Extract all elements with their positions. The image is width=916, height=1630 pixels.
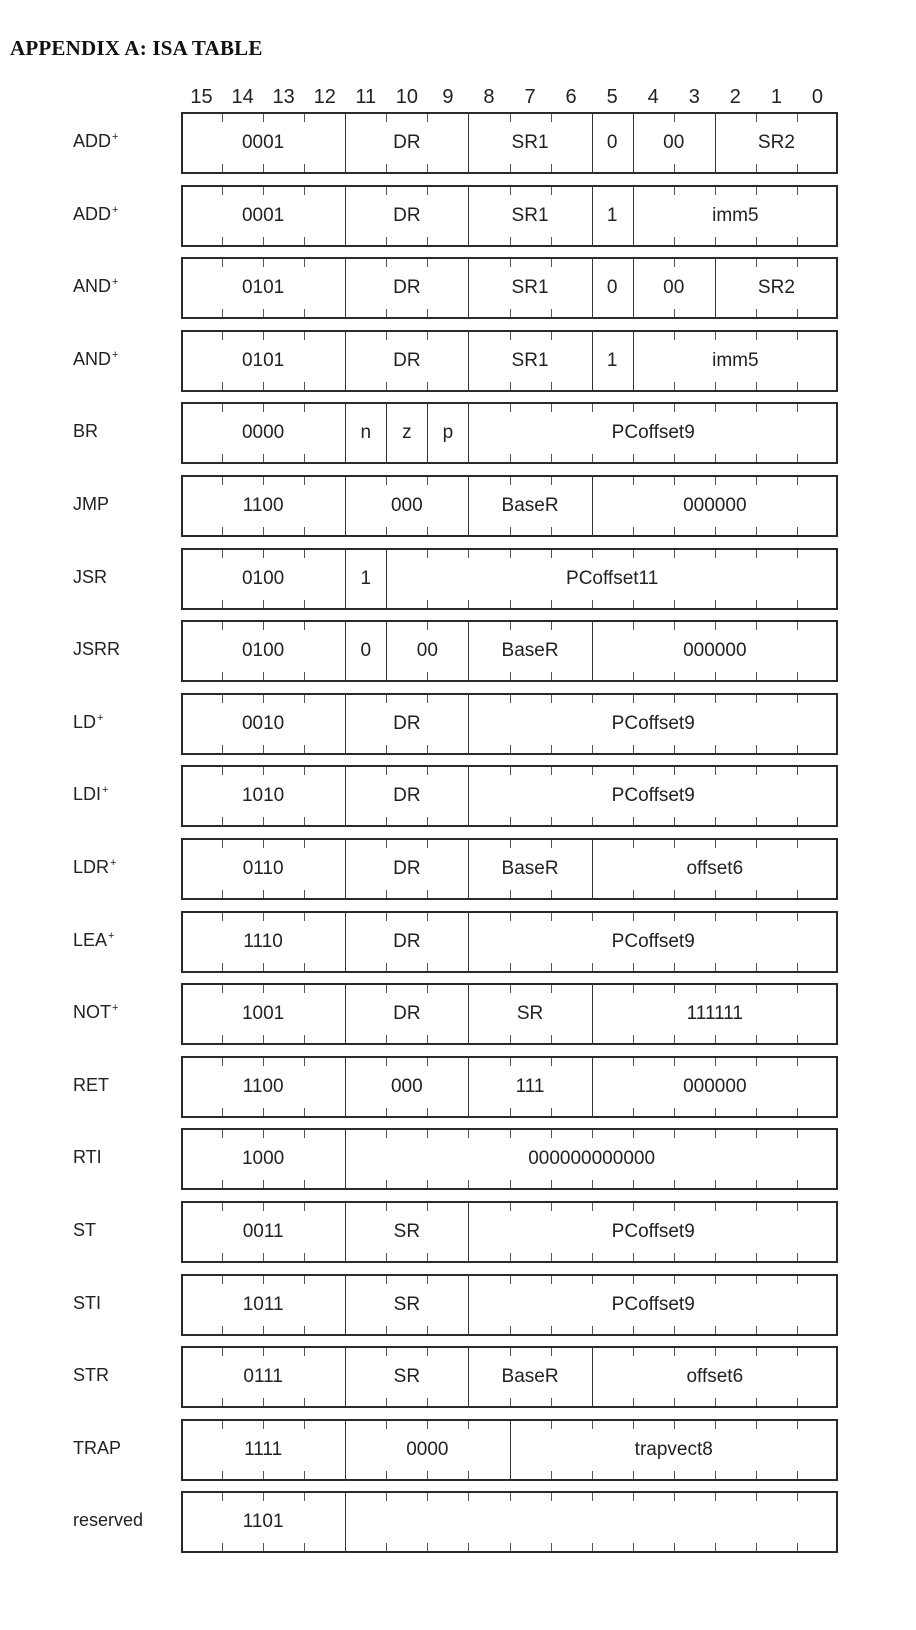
page-title: APPENDIX A: ISA TABLE: [10, 36, 263, 60]
bit-field: offset6: [686, 1366, 744, 1387]
bit-field: 1: [360, 568, 372, 589]
instruction-encoding-row: [181, 257, 838, 319]
bit-field: 1: [606, 205, 618, 226]
bit-number: 3: [688, 86, 700, 108]
bit-field: DR: [393, 350, 421, 371]
bit-field: PCoffset9: [611, 785, 695, 806]
bit-field: imm5: [712, 350, 759, 371]
modifies-cc-mark: +: [110, 857, 117, 869]
instruction-encoding-row: [181, 185, 838, 247]
mnemonic-name: TRAP: [73, 1438, 122, 1458]
instruction-mnemonic: [73, 1293, 173, 1314]
bit-field: SR1: [511, 205, 549, 226]
instruction-mnemonic: [73, 567, 173, 588]
bit-field: DR: [393, 1003, 421, 1024]
bit-field: 1100: [242, 1076, 284, 1097]
bit-field: PCoffset9: [611, 713, 695, 734]
bit-field: BaseR: [501, 495, 559, 516]
bit-field: SR2: [757, 132, 795, 153]
bit-field: imm5: [712, 205, 759, 226]
instruction-encoding-row: [181, 838, 838, 900]
bit-field: 00: [663, 277, 685, 298]
modifies-cc-mark: +: [108, 930, 115, 942]
bit-field: 00: [416, 640, 438, 661]
bit-field: 000000000000: [528, 1148, 656, 1169]
bit-number: 15: [190, 86, 213, 108]
instruction-encoding-row: [181, 1201, 838, 1263]
instruction-mnemonic: [73, 639, 173, 660]
instruction-mnemonic: [73, 1365, 173, 1386]
bit-field: PCoffset11: [566, 568, 659, 589]
bit-number: 0: [811, 86, 824, 108]
instruction-encoding-row: [181, 475, 838, 537]
bit-field: DR: [393, 785, 421, 806]
bit-field: 1110: [243, 931, 283, 952]
bit-number: 2: [729, 86, 741, 108]
mnemonic-name: AND: [73, 276, 112, 296]
bit-field: PCoffset9: [611, 1221, 695, 1242]
bit-field: DR: [393, 713, 421, 734]
bit-number: 8: [483, 86, 495, 108]
bit-number: 5: [606, 86, 618, 108]
modifies-cc-mark: +: [112, 349, 119, 361]
bit-field: trapvect8: [634, 1439, 713, 1460]
bit-field: 0101: [241, 277, 285, 298]
bit-number: 9: [442, 86, 454, 108]
instruction-mnemonic: [73, 712, 173, 733]
bit-field: 0010: [241, 713, 285, 734]
bit-field: p: [442, 422, 454, 443]
bit-field: [345, 1493, 838, 1551]
mnemonic-name: AND: [73, 349, 112, 369]
bit-number: 6: [565, 86, 577, 108]
mnemonic-name: STI: [73, 1293, 102, 1313]
bit-field: 1101: [242, 1511, 284, 1532]
bit-field: DR: [393, 277, 421, 298]
bit-field: BaseR: [501, 1366, 559, 1387]
bit-field: DR: [393, 858, 421, 879]
instruction-mnemonic: [73, 349, 173, 370]
instruction-encoding-row: [181, 1346, 838, 1408]
bit-field: 0: [360, 640, 372, 661]
bit-field: 000: [390, 1076, 423, 1097]
instruction-encoding-row: [181, 548, 838, 610]
mnemonic-name: JMP: [73, 494, 109, 514]
bit-field: 0001: [241, 205, 285, 226]
bit-field: 0: [606, 277, 618, 298]
bit-number: 7: [524, 86, 536, 108]
mnemonic-name: ADD: [73, 131, 112, 151]
modifies-cc-mark: +: [112, 276, 119, 288]
modifies-cc-mark: +: [97, 712, 104, 724]
bit-field: SR1: [511, 350, 549, 371]
bit-field: 000000: [683, 1076, 747, 1097]
instruction-mnemonic: [73, 421, 173, 442]
bit-field: 0101: [241, 350, 285, 371]
bit-field: SR1: [511, 132, 549, 153]
bit-field: 000: [390, 495, 423, 516]
mnemonic-name: LD: [73, 712, 97, 732]
instruction-mnemonic: [73, 1147, 173, 1168]
mnemonic-name: RTI: [73, 1147, 102, 1167]
modifies-cc-mark: +: [112, 131, 119, 143]
bit-field: n: [360, 422, 372, 443]
bit-field: 0011: [242, 1221, 284, 1242]
bit-field: DR: [393, 931, 421, 952]
bit-field: PCoffset9: [611, 1294, 695, 1315]
instruction-mnemonic: [73, 1220, 173, 1241]
mnemonic-name: NOT: [73, 1002, 111, 1022]
instruction-encoding-row: [181, 911, 838, 973]
instruction-mnemonic: [73, 494, 173, 515]
bit-field: 0100: [241, 568, 285, 589]
instruction-encoding-row: [181, 330, 838, 392]
bit-field: 000000: [683, 495, 747, 516]
instruction-mnemonic: [73, 1438, 173, 1459]
bit-field: 111111: [686, 1003, 743, 1024]
bit-field: 1010: [241, 785, 285, 806]
mnemonic-name: ST: [73, 1220, 97, 1240]
mnemonic-name: JSR: [73, 567, 108, 587]
instruction-encoding-row: [181, 1274, 838, 1336]
bit-field: 1: [606, 350, 618, 371]
instruction-encoding-row: [181, 693, 838, 755]
instruction-encoding-row: [181, 402, 838, 464]
instruction-mnemonic: [73, 204, 173, 225]
instruction-encoding-row: [181, 620, 838, 682]
bit-field: 1000: [241, 1148, 285, 1169]
bit-field: 111: [515, 1076, 545, 1097]
bit-field: 000000: [683, 640, 747, 661]
mnemonic-name: JSRR: [73, 639, 121, 659]
instruction-mnemonic: [73, 1002, 173, 1023]
instruction-mnemonic: [73, 131, 173, 152]
mnemonic-name: LDI: [73, 784, 102, 804]
bit-field: 0111: [243, 1366, 283, 1387]
mnemonic-name: RET: [73, 1075, 109, 1095]
bit-field: 1001: [241, 1003, 285, 1024]
bit-number: 13: [272, 86, 295, 108]
instruction-encoding-row: [181, 112, 838, 174]
bit-field: DR: [393, 132, 421, 153]
instruction-encoding-row: [181, 1491, 838, 1553]
bit-field: 0110: [242, 858, 284, 879]
bit-field: 0000: [241, 422, 285, 443]
mnemonic-name: STR: [73, 1365, 109, 1385]
modifies-cc-mark: +: [112, 204, 119, 216]
instruction-mnemonic: [73, 276, 173, 297]
bit-field: SR: [393, 1294, 421, 1315]
instruction-encoding-row: [181, 1419, 838, 1481]
bit-field: PCoffset9: [611, 931, 695, 952]
mnemonic-name: ADD: [73, 204, 112, 224]
mnemonic-name: BR: [73, 421, 99, 441]
bit-field: 1111: [244, 1439, 283, 1460]
bit-field: PCoffset9: [611, 422, 695, 443]
mnemonic-name: LEA: [73, 930, 108, 950]
bit-field: SR: [393, 1221, 421, 1242]
instruction-encoding-row: [181, 1056, 838, 1118]
bit-field: DR: [393, 205, 421, 226]
bit-field: BaseR: [501, 858, 559, 879]
instruction-mnemonic: [73, 857, 173, 878]
bit-field: 0100: [241, 640, 285, 661]
mnemonic-name: LDR: [73, 857, 110, 877]
bit-field: 1011: [242, 1294, 284, 1315]
instruction-mnemonic: [73, 784, 173, 805]
bit-field: SR1: [511, 277, 549, 298]
bit-field: 1100: [242, 495, 284, 516]
instruction-encoding-row: [181, 1128, 838, 1190]
instruction-mnemonic: [73, 930, 173, 951]
mnemonic-name: reserved: [73, 1510, 144, 1530]
modifies-cc-mark: +: [112, 1002, 119, 1014]
bit-field: z: [402, 422, 412, 443]
bit-number: 1: [770, 86, 782, 108]
modifies-cc-mark: +: [102, 784, 109, 796]
bit-field: 0: [606, 132, 618, 153]
bit-number: 12: [313, 86, 336, 108]
bit-field: BaseR: [501, 640, 559, 661]
bit-field: SR: [393, 1366, 421, 1387]
instruction-encoding-row: [181, 765, 838, 827]
instruction-mnemonic: [73, 1510, 173, 1531]
instruction-encoding-row: [181, 983, 838, 1045]
bit-number: 11: [355, 86, 377, 108]
bit-field: offset6: [686, 858, 744, 879]
bit-number: 14: [231, 86, 254, 108]
bit-number: 10: [395, 86, 418, 108]
bit-number: 4: [647, 86, 659, 108]
bit-field: 0000: [406, 1439, 449, 1460]
bit-field: 0001: [241, 132, 285, 153]
instruction-mnemonic: [73, 1075, 173, 1096]
bit-field: SR: [516, 1003, 544, 1024]
bit-field: SR2: [757, 277, 795, 298]
bit-field: 00: [663, 132, 685, 153]
